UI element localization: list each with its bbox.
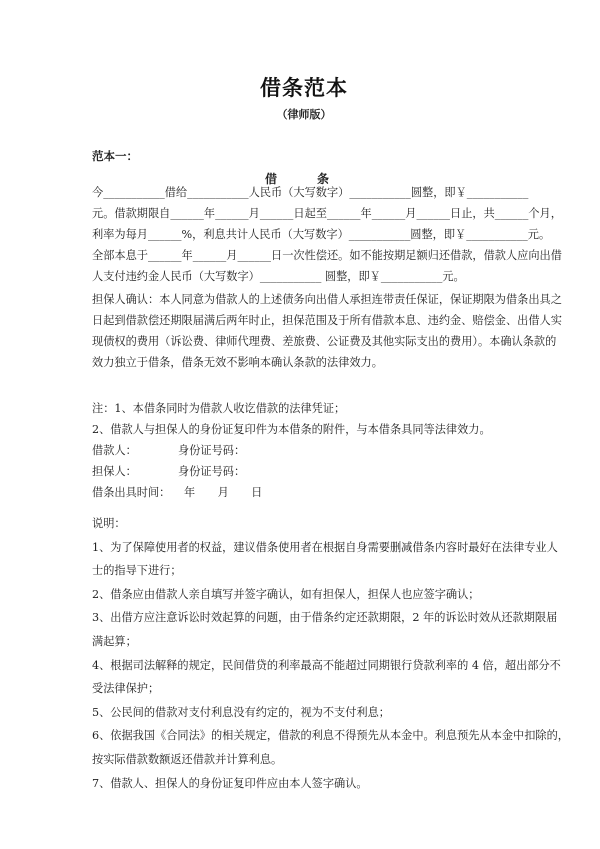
document-subtitle: （律师版） — [276, 108, 332, 121]
text-line: 全部本息于______年______月______日一次性偿还。如不能按期足额归还借款，借款人应向出借 — [92, 249, 562, 262]
text-line: 人支付违约金人民币（大写数字）___________ 圆整，即￥___________元。 — [92, 270, 465, 283]
text-line: 满起算； — [92, 634, 137, 648]
loan-terms — [92, 182, 562, 287]
text-line: 日起到借款偿还期限届满后两年时止，担保范围及于所有借款本息、违约金、赔偿金、出借人实 — [92, 314, 562, 327]
explanations — [92, 512, 569, 795]
signature-label: 担保人： — [92, 465, 137, 478]
note-heading: 借 条 — [264, 172, 343, 186]
text-line: 担保人确认：本人同意为借款人的上述债务向出借人承担连带责任保证，保证期限为借条出具之 — [92, 293, 562, 306]
text-line: 5、公民间的借款对支付利息没有约定的，视为不支付利息； — [92, 705, 390, 719]
text-line: 按实际借款数额返还借款并计算利息。 — [92, 752, 283, 766]
document-title: 借条范本 — [260, 75, 348, 100]
signature-guarantor — [92, 461, 516, 482]
section-heading: 范本一： — [92, 149, 138, 163]
signature-field: 年 月 日 — [184, 486, 263, 499]
text-line: 现债权的费用（诉讼费、律师代理费、差旅费、公证费及其他实际支出的费用）。本确认条款的 — [92, 335, 557, 348]
signature-label: 借款人： — [92, 444, 137, 457]
signature-date — [92, 482, 516, 503]
text-line: 6、依据我国《合同法》的相关规定，借款的利息不得预先从本金中。利息预先从本金中扣除的， — [92, 729, 569, 743]
signature-borrower — [92, 440, 516, 461]
guarantor-confirmation — [92, 289, 562, 373]
note-line: 注：1、本借条同时为借款人收讫借款的法律凭证； — [92, 402, 346, 415]
text-line: 7、借款人、担保人的身份证复印件应由本人签字确认。 — [92, 776, 368, 790]
text-line: 士的指导下进行； — [92, 564, 182, 578]
text-line: 1、为了保障使用者的权益，建议借条使用者在根据自身需要删减借条内容时最好在法律专业人 — [92, 540, 558, 554]
text-line: 元。借款期限自______年______月______日起至______年______月______日止，共______个月， — [92, 207, 562, 220]
text-line: 受法律保护； — [92, 682, 160, 696]
text-line: 利率为每月______%，利息共计人民币（大写数字）___________圆整，即￥___________元。 — [92, 228, 551, 241]
text-line: 效力独立于借条，借条无效不影响本确认条款的法律效力。 — [92, 356, 383, 369]
explain-title: 说明： — [92, 517, 126, 530]
text-line: 今___________借给___________人民币（大写数字）___________圆整，即￥___________ — [92, 186, 529, 199]
text-line: 2、借条应由借款人亲自填写并签字确认，如有担保人，担保人也应签字确认； — [92, 587, 480, 601]
text-line: 4、根据司法解释的规定，民间借贷的利率最高不能超过同期银行贷款利率的 4 倍，超出部分不 — [92, 658, 561, 672]
text-line: 3、出借方应注意诉讼时效起算的问题，由于借条约定还款期限，2 年的诉讼时效从还款期限届 — [92, 611, 558, 625]
signature-field: 身份证号码： — [178, 444, 246, 457]
note-line: 2、借款人与担保人的身份证复印件为本借条的附件，与本借条具同等法律效力。 — [92, 423, 491, 436]
signature-field: 身份证号码： — [178, 465, 246, 478]
signature-label: 借条出具时间： — [92, 486, 171, 499]
notes — [92, 398, 516, 503]
